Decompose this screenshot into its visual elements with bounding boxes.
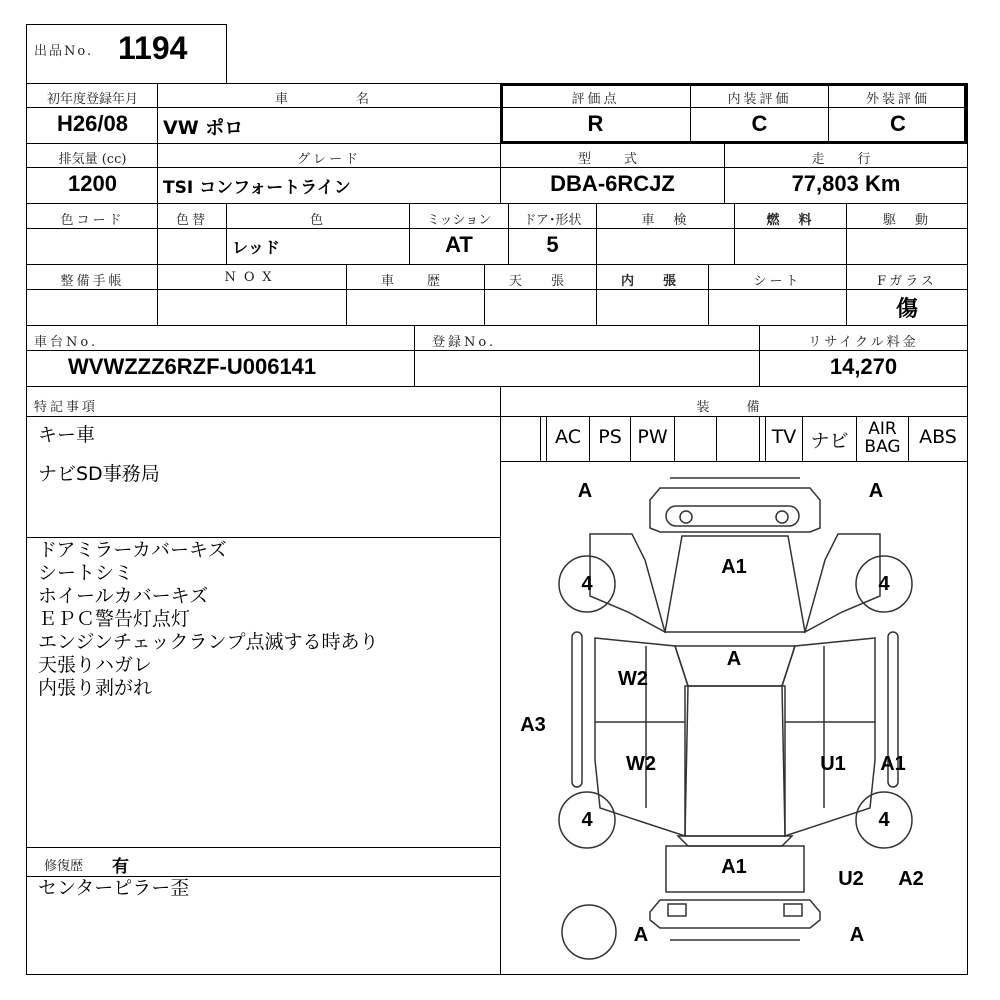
damage-rear-right-1: U2 — [838, 868, 864, 890]
equip-navi: ナビ — [810, 430, 849, 452]
damage-left-side: A3 — [520, 714, 546, 736]
note-line-1: キー車 — [38, 424, 96, 446]
equip-ac: AC — [555, 426, 581, 448]
lot-label: 出品No. — [34, 44, 94, 59]
grade-label: グレード — [296, 152, 361, 167]
lot-number: 1194 — [118, 30, 188, 66]
chassis-label: 車台No. — [34, 335, 99, 350]
damage-rear-right-2: A2 — [898, 868, 924, 890]
door-value: 5 — [546, 232, 559, 257]
damage-wheel-fr: 4 — [878, 573, 890, 595]
mission-label: ミッション — [426, 213, 492, 228]
damage-wheel-fl: 4 — [581, 573, 593, 595]
damage-trunk: A1 — [721, 856, 747, 878]
note-line-8: 天張りハガレ — [38, 654, 153, 676]
fuel-label: 燃 料 — [766, 213, 815, 228]
color-label: 色 — [309, 213, 326, 228]
repair-value: 有 — [112, 857, 129, 877]
cc-label: 排気量 (cc) — [58, 152, 127, 167]
nox-label: NOX — [224, 270, 280, 285]
seat-label: シート — [753, 274, 802, 289]
model-label: 型 式 — [577, 152, 647, 167]
damage-left-front-door: W2 — [618, 668, 648, 690]
damage-right-rear-door: U1 — [820, 753, 846, 775]
damage-right-rear-side: A1 — [880, 753, 906, 775]
note-line-9: 内張り剥がれ — [38, 677, 153, 699]
name-label: 車 名 — [274, 92, 383, 107]
glass-value: 傷 — [895, 296, 918, 321]
note-line-4: シートシミ — [38, 562, 134, 584]
equip-ps: PS — [598, 426, 622, 448]
damage-rear-left: A — [633, 924, 649, 946]
damage-wheel-rl: 4 — [581, 809, 593, 831]
note-line-5: ホイールカバーキズ — [38, 585, 209, 607]
drive-label: 駆 動 — [882, 213, 931, 228]
regno-label: 登録No. — [432, 335, 497, 350]
equip-airbag: AIR BAG — [864, 419, 901, 457]
name-value: VW ポロ — [163, 117, 244, 139]
damage-left-rear-door: W2 — [626, 753, 656, 775]
inner-label: 内 張 — [620, 274, 684, 289]
equip-abs: ABS — [919, 426, 957, 448]
repair-note-1: センターピラー歪 — [38, 877, 190, 899]
damage-front-right: A — [868, 480, 884, 502]
color-value: レッド — [232, 238, 280, 257]
note-line-2: ナビSD事務局 — [38, 463, 160, 485]
recolor-label: 色替 — [175, 213, 208, 228]
car-diagram — [501, 462, 967, 974]
interior-value: C — [751, 111, 768, 136]
score-value: R — [587, 111, 604, 136]
mileage-label: 走 行 — [811, 152, 881, 167]
cc-value: 1200 — [68, 171, 117, 196]
score-label: 評価点 — [571, 92, 620, 107]
ceiling-label: 天 張 — [508, 274, 572, 289]
damage-windshield: A — [726, 648, 742, 670]
reg-label: 初年度登録年月 — [46, 92, 138, 107]
reg-value: H26/08 — [57, 111, 128, 136]
manual-label: 整備手帳 — [60, 274, 125, 289]
equipment-label: 装 備 — [696, 400, 772, 415]
notes-label: 特記事項 — [34, 400, 99, 415]
door-label: ドア･形状 — [523, 213, 582, 228]
interior-label: 内装評価 — [727, 92, 792, 107]
inspection-label: 車 検 — [641, 213, 690, 228]
grade-value: TSI コンフォートライン — [163, 178, 351, 198]
damage-wheel-rr: 4 — [878, 809, 890, 831]
glass-label: Fガラス — [877, 274, 937, 289]
damage-front-left: A — [577, 480, 593, 502]
damage-rear-right: A — [849, 924, 865, 946]
chassis-value: WVWZZZ6RZF-U006141 — [68, 354, 317, 379]
equip-tv: TV — [771, 426, 797, 448]
recycle-value: 14,270 — [829, 354, 898, 379]
equip-pw: PW — [637, 426, 668, 448]
note-line-6: ＥＰＣ警告灯点灯 — [38, 608, 191, 630]
note-line-3: ドアミラーカバーキズ — [38, 539, 227, 561]
exterior-value: C — [890, 111, 906, 136]
colorcode-label: 色コード — [60, 213, 125, 228]
mileage-value: 77,803 Km — [791, 171, 901, 196]
exterior-label: 外装評価 — [865, 92, 930, 107]
recycle-label: リサイクル料金 — [808, 335, 919, 350]
model-value: DBA-6RCJZ — [550, 171, 675, 196]
damage-hood: A1 — [721, 556, 747, 578]
history-label: 車 歴 — [380, 274, 450, 289]
note-line-7: エンジンチェックランプ点滅する時あり — [38, 631, 379, 653]
mission-value: AT — [445, 232, 473, 257]
repair-label: 修復歴 — [44, 859, 84, 874]
